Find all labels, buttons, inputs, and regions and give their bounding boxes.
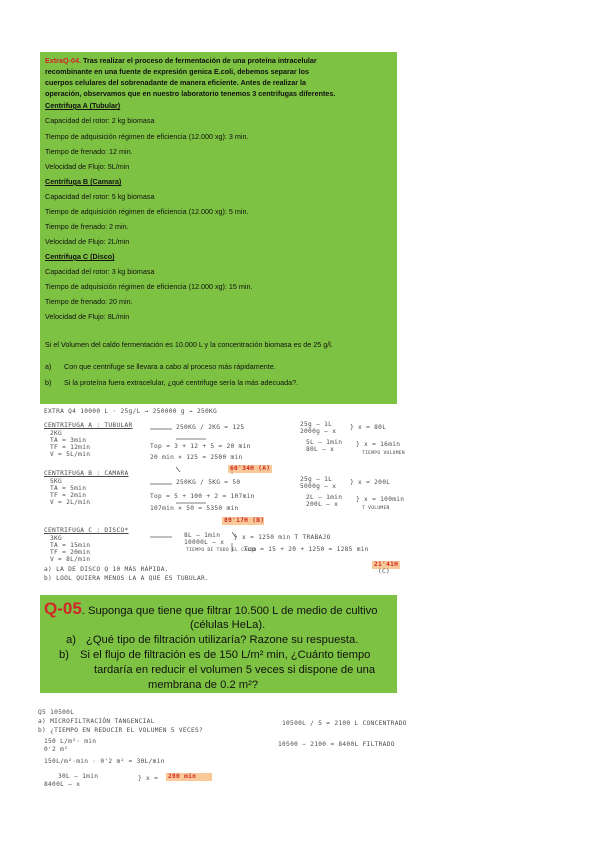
pregunta-b-letra: b) [45, 378, 52, 387]
hw-q5-3: b) ¿TIEMPO EN REDUCIR EL VOLUMEN 5 VECES? [38, 727, 204, 734]
centrifuga-a-capacidad: Capacidad del rotor: 2 kg biomasa [45, 116, 155, 125]
hw-a-r2: 2000g — x [300, 428, 337, 435]
q05-line2: (células HeLa). [190, 619, 266, 631]
centrifuga-c-frenado: Tiempo de frenado: 20 min. [45, 297, 133, 306]
hw-q5-5: 0'2 m² [44, 746, 69, 753]
hw-b-3: TF = 2min [50, 492, 87, 499]
centrifuga-c-adquisicion: Tiempo de adquisición régimen de eficiencia (12.000 xg): 15 min. [45, 282, 253, 291]
hw-b-result: 89'17H (B) [224, 517, 265, 524]
q05-line1: Q-05. Suponga que tiene que filtrar 10.500 L de medio de cultivo [44, 599, 378, 618]
q05-a: ¿Qué tipo de filtración utilizaría? Razone su respuesta. [86, 634, 359, 646]
hw-a-r6: } x = 16min [356, 441, 401, 448]
pregunta-a-letra: a) [45, 362, 52, 371]
q05-b-letra: b) [59, 649, 69, 661]
hw-a-2: TA = 3min [50, 437, 87, 444]
hw-b-r6: } x = 100min [356, 496, 405, 503]
hw-c-3: TF = 20min [50, 549, 91, 556]
hw-answer-a: a) LA DE DISCO Q 10 MÁS RÁPIDA. [44, 566, 169, 573]
hw-c-calc3: } x = 1250 min T TRABAJO [234, 534, 331, 541]
centrifuga-b-flujo: Velocidad de Flujo: 2L/min [45, 237, 130, 246]
hw-b-r1: 25g — 1L [300, 476, 333, 483]
hw-b-r2: 5000g — x [300, 483, 337, 490]
hw-b-1: 5KG [50, 478, 63, 485]
hw-a-r5: 80L — x [306, 446, 335, 453]
hw-q5-r2: 10500 − 2100 = 8400L FILTRADO [278, 741, 395, 748]
hw-q5-8: 8400L — x [44, 781, 81, 788]
hw-c-calc1: 8L — 1min [184, 532, 221, 539]
q05-b2: tardaría en reducir el volumen 5 veces si dispone de una [94, 664, 376, 676]
hw-a-result: 60'34H (A) [230, 465, 271, 472]
q05-a-letra: a) [66, 634, 76, 646]
hw-a-calc1: 250KG / 2KG = 125 [176, 424, 245, 431]
hw-q5-4: 150 L/m²· min [44, 738, 97, 745]
hw-b-4: V = 2L/min [50, 499, 91, 506]
hw-c-result-label: (C) [378, 568, 391, 575]
hw-a-r4: 5L — 1min [306, 439, 343, 446]
hw-b-r3: } x = 200L [350, 479, 391, 486]
hw-a-r3: } x = 80L [350, 424, 387, 431]
hw-c-calc2: 10000L — x [184, 539, 225, 546]
hw-b-r5: 200L — x [306, 501, 339, 508]
hw-a-calc2: Top = 3 + 12 + 5 = 20 min [150, 443, 251, 450]
q05-b3: membrana de 0.2 m²? [148, 679, 259, 691]
hw-b-2: TA = 5min [50, 485, 87, 492]
volumen-statement: Si el Volumen del caldo fermentación es 10.000 L y la concentración biomasa es de 25 g/l. [45, 340, 333, 349]
hw-a-4: V = 5L/min [50, 451, 91, 458]
hw-c-calc5: Top = 15 + 20 + 1250 = 1285 min [244, 546, 369, 553]
pregunta-b: Si la proteína fuera extracelular, ¿qué centrifuge sería la más adecuada?. [64, 378, 299, 387]
hw-q5-7: 30L — 1min [58, 773, 99, 780]
centrifuga-c-title: Centrifuga C (Disco) [45, 252, 115, 261]
extra-q04-id: ExtraQ-04. [45, 56, 81, 65]
hw-a-r7: TIEMPO VOLUMEN [362, 451, 405, 456]
hw-c-calc4: TIEMPO DE TODO EL CALDO [186, 548, 257, 553]
centrifuga-a-flujo: Velocidad de Flujo: 5L/min [45, 162, 130, 171]
hw-a-3: TF = 12min [50, 444, 91, 451]
extra-q04-intro-line3: cuerpos celulares del sobrenadante de manera eficiente. Antes de realizar la [45, 78, 306, 87]
hw-c-4: V = 8L/min [50, 556, 91, 563]
centrifuga-b-frenado: Tiempo de frenado: 2 min. [45, 222, 129, 231]
centrifuga-a-frenado: Tiempo de frenado: 12 min. [45, 147, 133, 156]
q05-id: Q-05 [44, 599, 82, 618]
hw-a-calc3: 20 min × 125 = 2500 min [150, 454, 243, 461]
hw-c-1: 3KG [50, 535, 63, 542]
centrifuga-b-title: Centrifuga B (Camara) [45, 177, 122, 186]
hw-a-title: CENTRIFUGA A : TUBULAR [44, 422, 133, 429]
hw-q5-9: } x = [138, 775, 159, 782]
hw-a-1: 2KG [50, 430, 63, 437]
hw-q4-header: EXTRA Q4 10000 L · 25g/L → 250000 g → 250KG [44, 408, 218, 415]
hw-a-r1: 25g — 1L [300, 421, 333, 428]
hw-b-title: CENTRIFUGA B : CAMARA [44, 470, 129, 477]
hw-q5-6: 150L/m²·min · 0'2 m² = 30L/min [44, 758, 165, 765]
hw-c-result: 21'41H [374, 561, 399, 568]
hw-c-2: TA = 15min [50, 542, 91, 549]
hw-q5-r1: 10500L / 5 = 2100 L CONCENTRADO [282, 720, 407, 727]
hw-q5-2: a) MICROFILTRACIÓN TANGENCIAL [38, 718, 155, 725]
hw-b-r7: T VOLUMEN [362, 506, 390, 511]
centrifuga-a-adquisicion: Tiempo de adquisición régimen de eficiencia (12.000 xg): 3 min. [45, 132, 249, 141]
q05-b1: Si el flujo de filtración es de 150 L/m² min, ¿Cuánto tiempo [80, 649, 371, 661]
centrifuga-c-flujo: Velocidad de Flujo: 8L/min [45, 312, 130, 321]
centrifuga-c-capacidad: Capacidad del rotor: 3 kg biomasa [45, 267, 155, 276]
centrifuga-b-adquisicion: Tiempo de adquisición régimen de eficiencia (12.000 xg): 5 min. [45, 207, 249, 216]
extra-q04-intro-line1: ExtraQ-04. Tras realizar el proceso de fermentación de una proteína intracelular [45, 56, 317, 65]
hw-b-calc2: Top = 5 + 100 + 2 = 107min [150, 493, 255, 500]
extra-q04-intro-line2: recombinante en una fuente de expresión genica E.coli, debemos separar los [45, 67, 310, 76]
hw-c-title: CENTRIFUGA C : DISCO* [44, 527, 129, 534]
centrifuga-a-title: Centrifuga A (Tubular) [45, 101, 121, 110]
hw-q5-1: Q5 10500L [38, 709, 75, 716]
hw-answer-b: b) LOOL QUIERA MENOS LA A QUE ES TUBULAR. [44, 575, 210, 582]
hw-b-r4: 2L — 1min [306, 494, 343, 501]
hw-q5-result: 280 min [168, 773, 197, 780]
hw-b-calc1: 250KG / 5KG = 50 [176, 479, 241, 486]
centrifuga-b-capacidad: Capacidad del rotor: 5 kg biomasa [45, 192, 155, 201]
extra-q04-intro-line4: operación, observamos que en nuestro laboratorio tenemos 3 centrifugas diferentes. [45, 89, 336, 98]
pregunta-a: Con que centrifuge se llevara a cabo al proceso más rápidamente. [64, 362, 276, 371]
hw-b-calc3: 107min × 50 = 5350 min [150, 505, 239, 512]
